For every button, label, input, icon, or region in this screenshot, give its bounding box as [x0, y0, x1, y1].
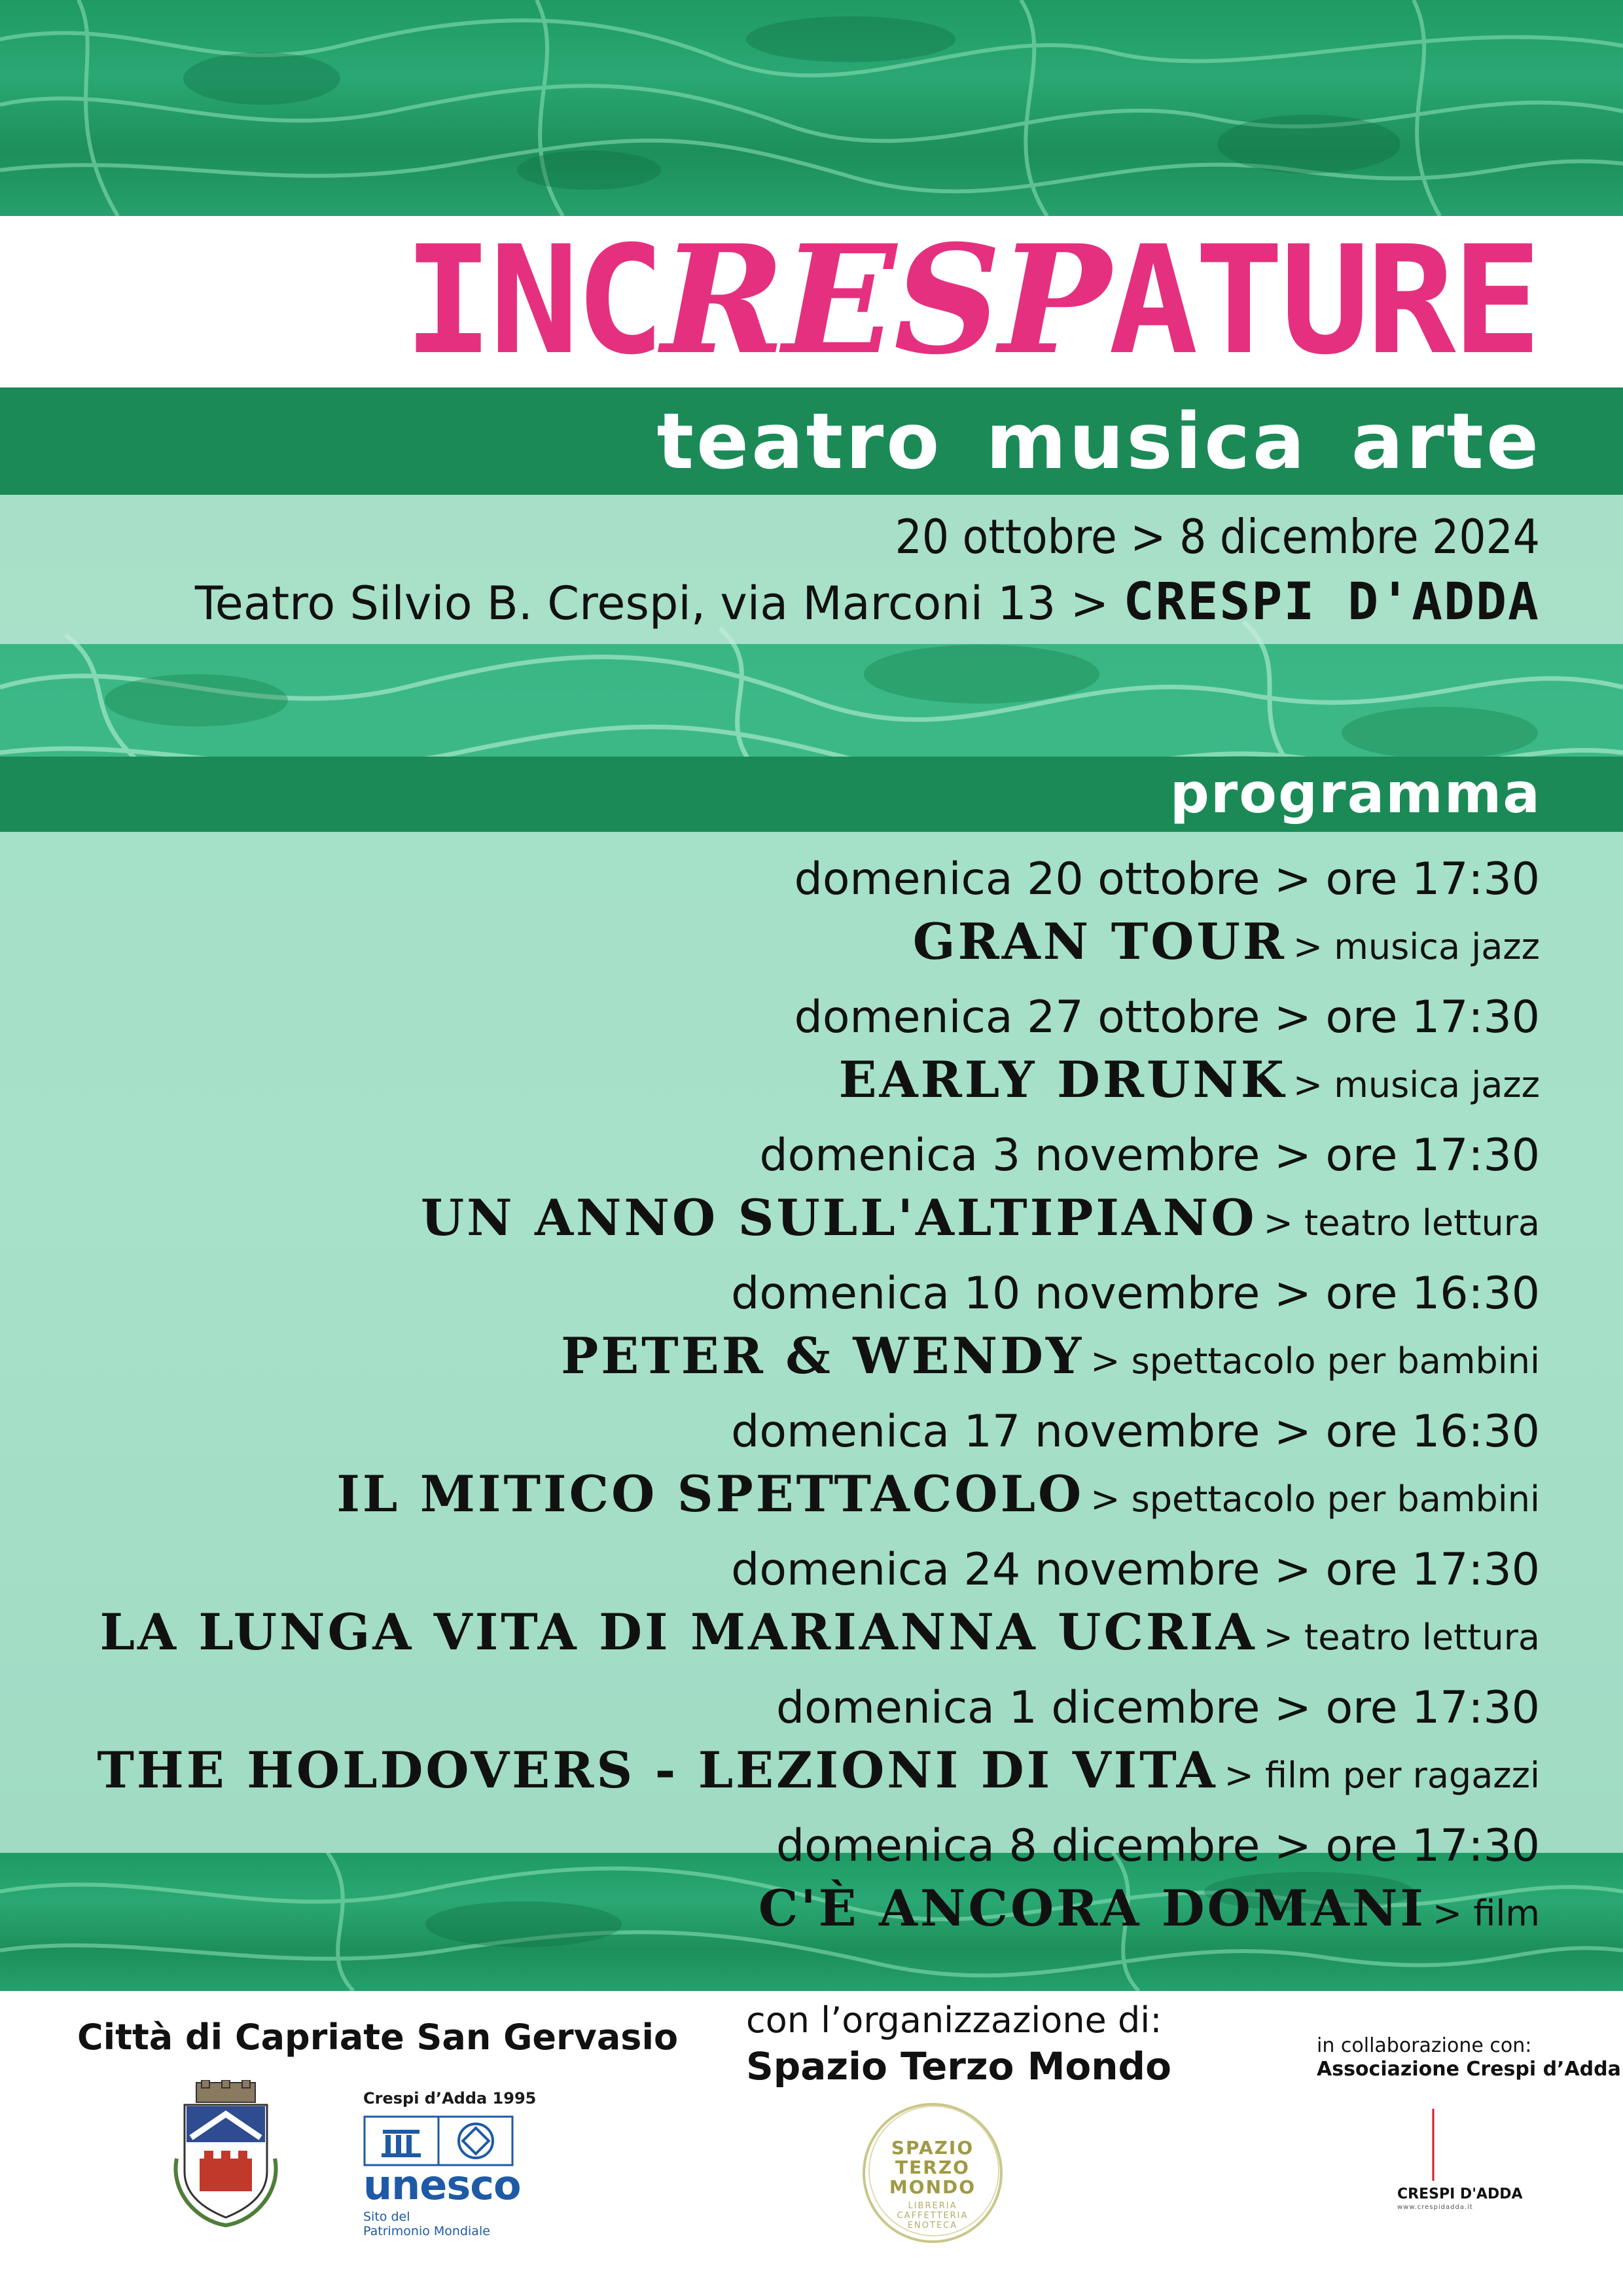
organizer [746, 1998, 1171, 2089]
event-item [35, 1401, 1540, 1539]
water-background-top [0, 0, 1623, 216]
crespi-dadda-logo [1397, 2109, 1523, 2220]
event-title: EARLY DRUNK [838, 1050, 1287, 1109]
unesco-subtitle-line-2: Patrimonio Mondiale [363, 2224, 490, 2238]
stm-logo-text [857, 2138, 1008, 2197]
stm-logo-subtext [857, 2201, 1008, 2231]
event-type: > musica jazz [1293, 926, 1540, 967]
stm-logo-sub-2: CAFFETTERIA [897, 2211, 969, 2221]
event-list [35, 849, 1540, 1954]
red-line-icon [1397, 2109, 1469, 2184]
event-title: C'È ANCORA DOMANI [758, 1879, 1426, 1937]
festival-title [403, 212, 1538, 387]
event-type: > teatro lettura [1263, 1617, 1540, 1658]
stm-logo-line-1: SPAZIO [891, 2137, 974, 2159]
event-item [35, 849, 1540, 987]
event-item [35, 1816, 1540, 1954]
stm-logo-sub-1: LIBRERIA [908, 2201, 957, 2211]
unesco-subtitle-line-1: Sito del [363, 2210, 410, 2224]
crespi-logo-url: www.crespidadda.it [1397, 2204, 1473, 2211]
unesco-block [363, 2089, 540, 2238]
city-crest-icon [170, 2080, 281, 2228]
festival-venue [195, 569, 1540, 636]
event-date: domenica 10 novembre > ore 16:30 [731, 1268, 1540, 1319]
stm-logo-sub-3: ENOTECA [907, 2221, 958, 2231]
event-date: domenica 20 ottobre > ore 17:30 [794, 853, 1540, 905]
festival-subtitle: teatro musica arte [656, 396, 1541, 486]
collaborator-intro: in collaborazione con: [1317, 2034, 1532, 2057]
event-type: > spettacolo per bambini [1090, 1340, 1540, 1382]
event-date: domenica 17 novembre > ore 16:30 [731, 1406, 1540, 1458]
event-date: domenica 3 novembre > ore 17:30 [759, 1130, 1540, 1181]
unesco-subtitle [363, 2210, 490, 2238]
title-part-3: ATURE [1108, 213, 1538, 387]
event-date: domenica 27 ottobre > ore 17:30 [794, 992, 1540, 1043]
event-date: domenica 8 dicembre > ore 17:30 [776, 1820, 1540, 1872]
stm-logo-line-2: TERZO [895, 2157, 970, 2178]
event-title: PETER & WENDY [561, 1327, 1084, 1385]
event-title: LA LUNGA VITA DI MARIANNA UCRIA [99, 1603, 1257, 1661]
event-type: > spettacolo per bambini [1090, 1479, 1540, 1520]
title-part-2: RESP [661, 212, 1109, 387]
event-title: UN ANNO SULL'ALTIPIANO [420, 1189, 1257, 1247]
festival-dates: 20 ottobre > 8 dicembre 2024 [895, 509, 1540, 564]
organizer-intro: con l’organizzazione di: [746, 2000, 1162, 2041]
event-type: > teatro lettura [1263, 1202, 1540, 1244]
event-item [35, 987, 1540, 1125]
event-type: > film per ragazzi [1224, 1755, 1540, 1796]
spazio-terzo-mondo-logo [857, 2098, 1008, 2248]
program-heading: programma [1169, 761, 1541, 825]
collaborator-name: Associazione Crespi d’Adda [1317, 2058, 1621, 2081]
title-part-1: INC [403, 213, 662, 387]
event-item [35, 1539, 1540, 1677]
city-name: Città di Capriate San Gervasio [77, 2017, 679, 2058]
event-date: domenica 1 dicembre > ore 17:30 [776, 1682, 1540, 1734]
stm-logo-line-3: MONDO [889, 2176, 976, 2198]
event-type: > musica jazz [1293, 1064, 1540, 1105]
event-title: IL MITICO SPETTACOLO [336, 1465, 1084, 1523]
event-item [35, 1125, 1540, 1263]
unesco-wordmark: unesco [363, 2161, 521, 2209]
collaborator [1317, 2034, 1621, 2081]
unesco-site-label: Crespi d’Adda 1995 [363, 2089, 537, 2108]
event-title: GRAN TOUR [912, 912, 1287, 971]
event-type: > film [1432, 1893, 1540, 1934]
event-item [35, 1263, 1540, 1401]
crespi-logo-text: CRESPI D'ADDA [1397, 2186, 1523, 2202]
event-item [35, 1677, 1540, 1816]
venue-town: CRESPI D'ADDA [1123, 573, 1540, 632]
event-title: THE HOLDOVERS - LEZIONI DI VITA [97, 1741, 1218, 1799]
organizer-name: Spazio Terzo Mondo [746, 2044, 1171, 2089]
venue-address: Teatro Silvio B. Crespi, via Marconi 13 > [194, 577, 1109, 630]
event-date: domenica 24 novembre > ore 17:30 [731, 1544, 1540, 1596]
unesco-logo-icon [363, 2115, 514, 2166]
